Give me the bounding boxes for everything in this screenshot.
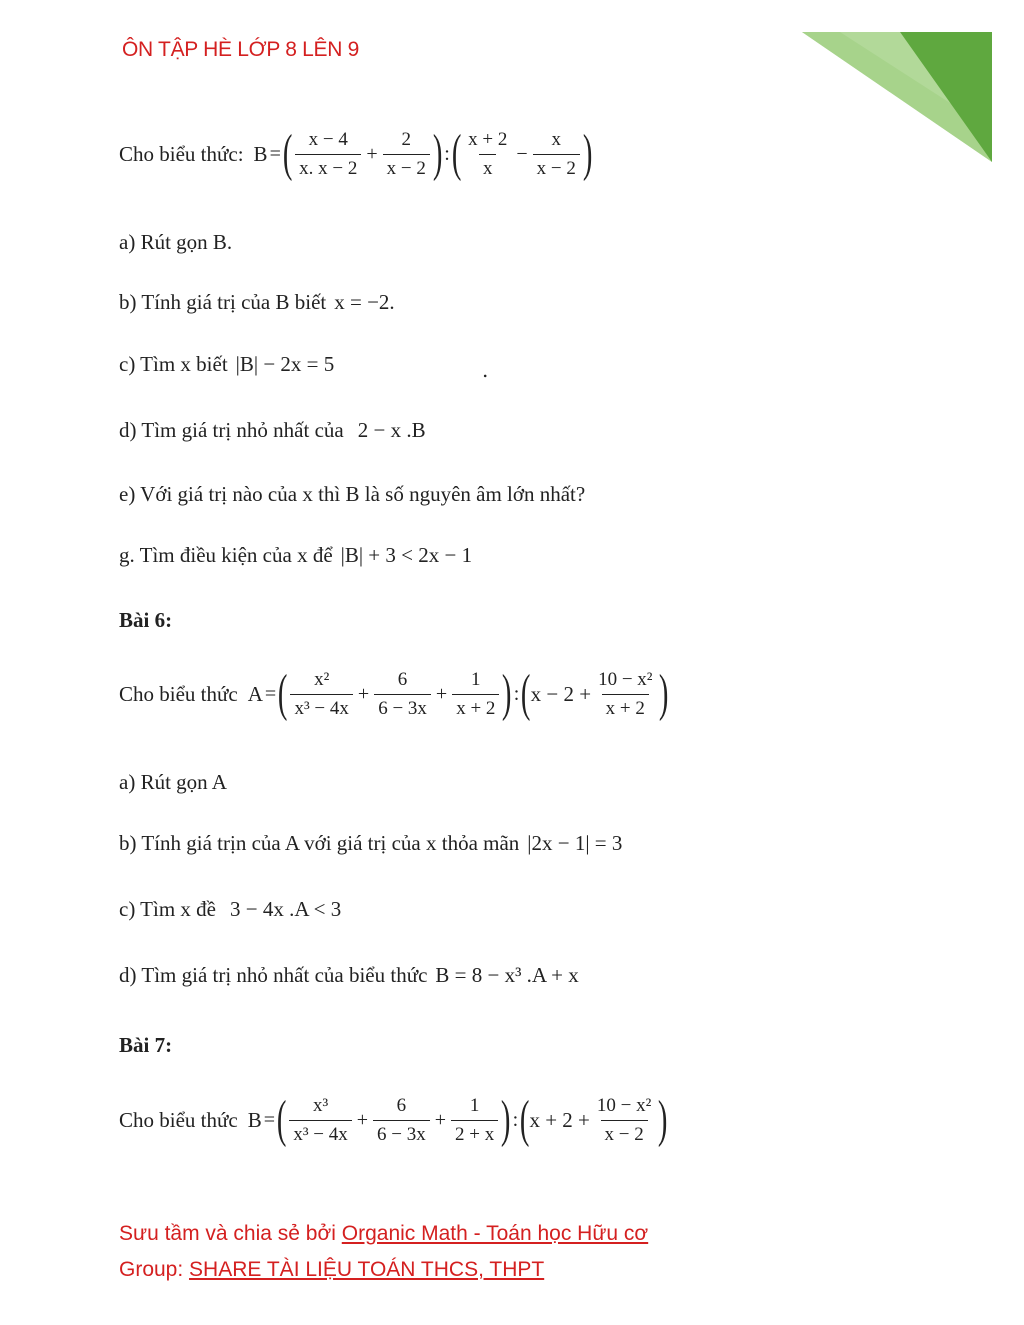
formula-b: B = ( $\frac{x - 4}{x. x - 2}$ + $\frac{2}{x - 2}$ ) : ( $\frac{x + 2}{x}$ − $\frac{x}{x - 2}$ ) bbox=[253, 125, 593, 182]
formula-b7-line bbox=[119, 1091, 668, 1148]
exercise-item: b) Tính giá trịn của A với giá trị của x thỏa mãn |2x − 1| = 3 bbox=[119, 831, 623, 855]
formula-label: B bbox=[247, 1107, 262, 1132]
fraction: $\frac{6}{6 - 3x}$ bbox=[374, 669, 431, 720]
document-header-title: ÔN TẬP HÈ LỚP 8 LÊN 9 bbox=[122, 38, 359, 61]
formula-label: A bbox=[247, 681, 263, 706]
formula-intro: Cho biểu thức bbox=[119, 1107, 238, 1132]
fraction: $\frac{2}{x - 2}$ bbox=[383, 129, 430, 180]
fraction: $\frac{6}{6 - 3x}$ bbox=[373, 1095, 430, 1146]
share-group-link[interactable]: SHARE TÀI LIỆU TOÁN THCS, THPT bbox=[189, 1258, 545, 1281]
formula-intro: Cho biểu thức bbox=[119, 681, 238, 706]
exercise-item: d) Tìm giá trị nhỏ nhất của 2 − x .B bbox=[119, 418, 426, 442]
exercise-item: a) Rút gọn A bbox=[119, 770, 227, 794]
exercise-item: d) Tìm giá trị nhỏ nhất của biểu thức B = 8 − x³ .A + x bbox=[119, 963, 579, 987]
fraction: $\frac{1}{x + 2}$ bbox=[452, 669, 499, 720]
exercise-item: c) Tìm x biết |B| − 2x = 5 bbox=[119, 352, 335, 376]
formula-a-line bbox=[119, 665, 669, 722]
stray-dot: . bbox=[482, 358, 489, 382]
corner-decoration bbox=[780, 20, 1010, 180]
section-heading: Bài 6: bbox=[119, 608, 173, 632]
formula-b-line bbox=[119, 125, 593, 182]
fraction: $\frac{\text{10 − x²}}{x + 2}$ bbox=[598, 668, 653, 719]
exercise-item: c) Tìm x đề 3 − 4x .A < 3 bbox=[119, 897, 342, 921]
organic-math-link[interactable]: Organic Math - Toán học Hữu cơ bbox=[341, 1222, 649, 1245]
fraction: $\frac{x - 4}{x. x - 2}$ bbox=[295, 129, 361, 180]
exercise-item: e) Với giá trị nào của x thì B là số nguyên âm lớn nhất? bbox=[119, 482, 586, 506]
formula-b7: B = ( $\frac{\text{x³}}{\text{x³ − 4x}}$ + $\frac{6}{6 - 3x}$ + $\frac{1}{2 + x}$ ) : ( x + 2 + $\frac{\text{10 − x²}}{x - 2}$ ) bbox=[247, 1091, 668, 1148]
exercise-item: g. Tìm điều kiện của x để |B| + 3 < 2x − 1 bbox=[119, 543, 473, 567]
formula-label: B bbox=[253, 141, 268, 166]
formula-intro: Cho biểu thức: bbox=[119, 141, 244, 166]
fraction: $\frac{\text{10 − x²}}{x - 2}$ bbox=[596, 1094, 652, 1145]
exercise-item: b) Tính giá trị của B biết x = −2. bbox=[119, 290, 395, 314]
footer-group: Group: SHARE TÀI LIỆU TOÁN THCS, THPT bbox=[119, 1258, 545, 1281]
fraction: $\frac{\text{x²}}{\text{x³ − 4x}}$ bbox=[290, 669, 352, 720]
exercise-item: a) Rút gọn B. bbox=[119, 230, 233, 254]
fraction: $\frac{\text{x³}}{\text{x³ − 4x}}$ bbox=[289, 1095, 351, 1146]
fraction: $\frac{x}{x - 2}$ bbox=[533, 129, 580, 180]
fraction: $\frac{x + 2}{x}$ bbox=[468, 128, 508, 179]
section-heading: Bài 7: bbox=[119, 1033, 173, 1057]
formula-a: A = ( $\frac{\text{x²}}{\text{x³ − 4x}}$ + $\frac{6}{6 - 3x}$ + $\frac{1}{x + 2}$ ) : ( x − 2 + $\frac{\text{10 − x²}}{x + 2}$ ) bbox=[247, 665, 669, 722]
fraction: $\frac{1}{2 + x}$ bbox=[451, 1095, 498, 1146]
footer-credit: Sưu tầm và chia sẻ bởi Organic Math - Toán học Hữu cơ bbox=[119, 1222, 649, 1245]
